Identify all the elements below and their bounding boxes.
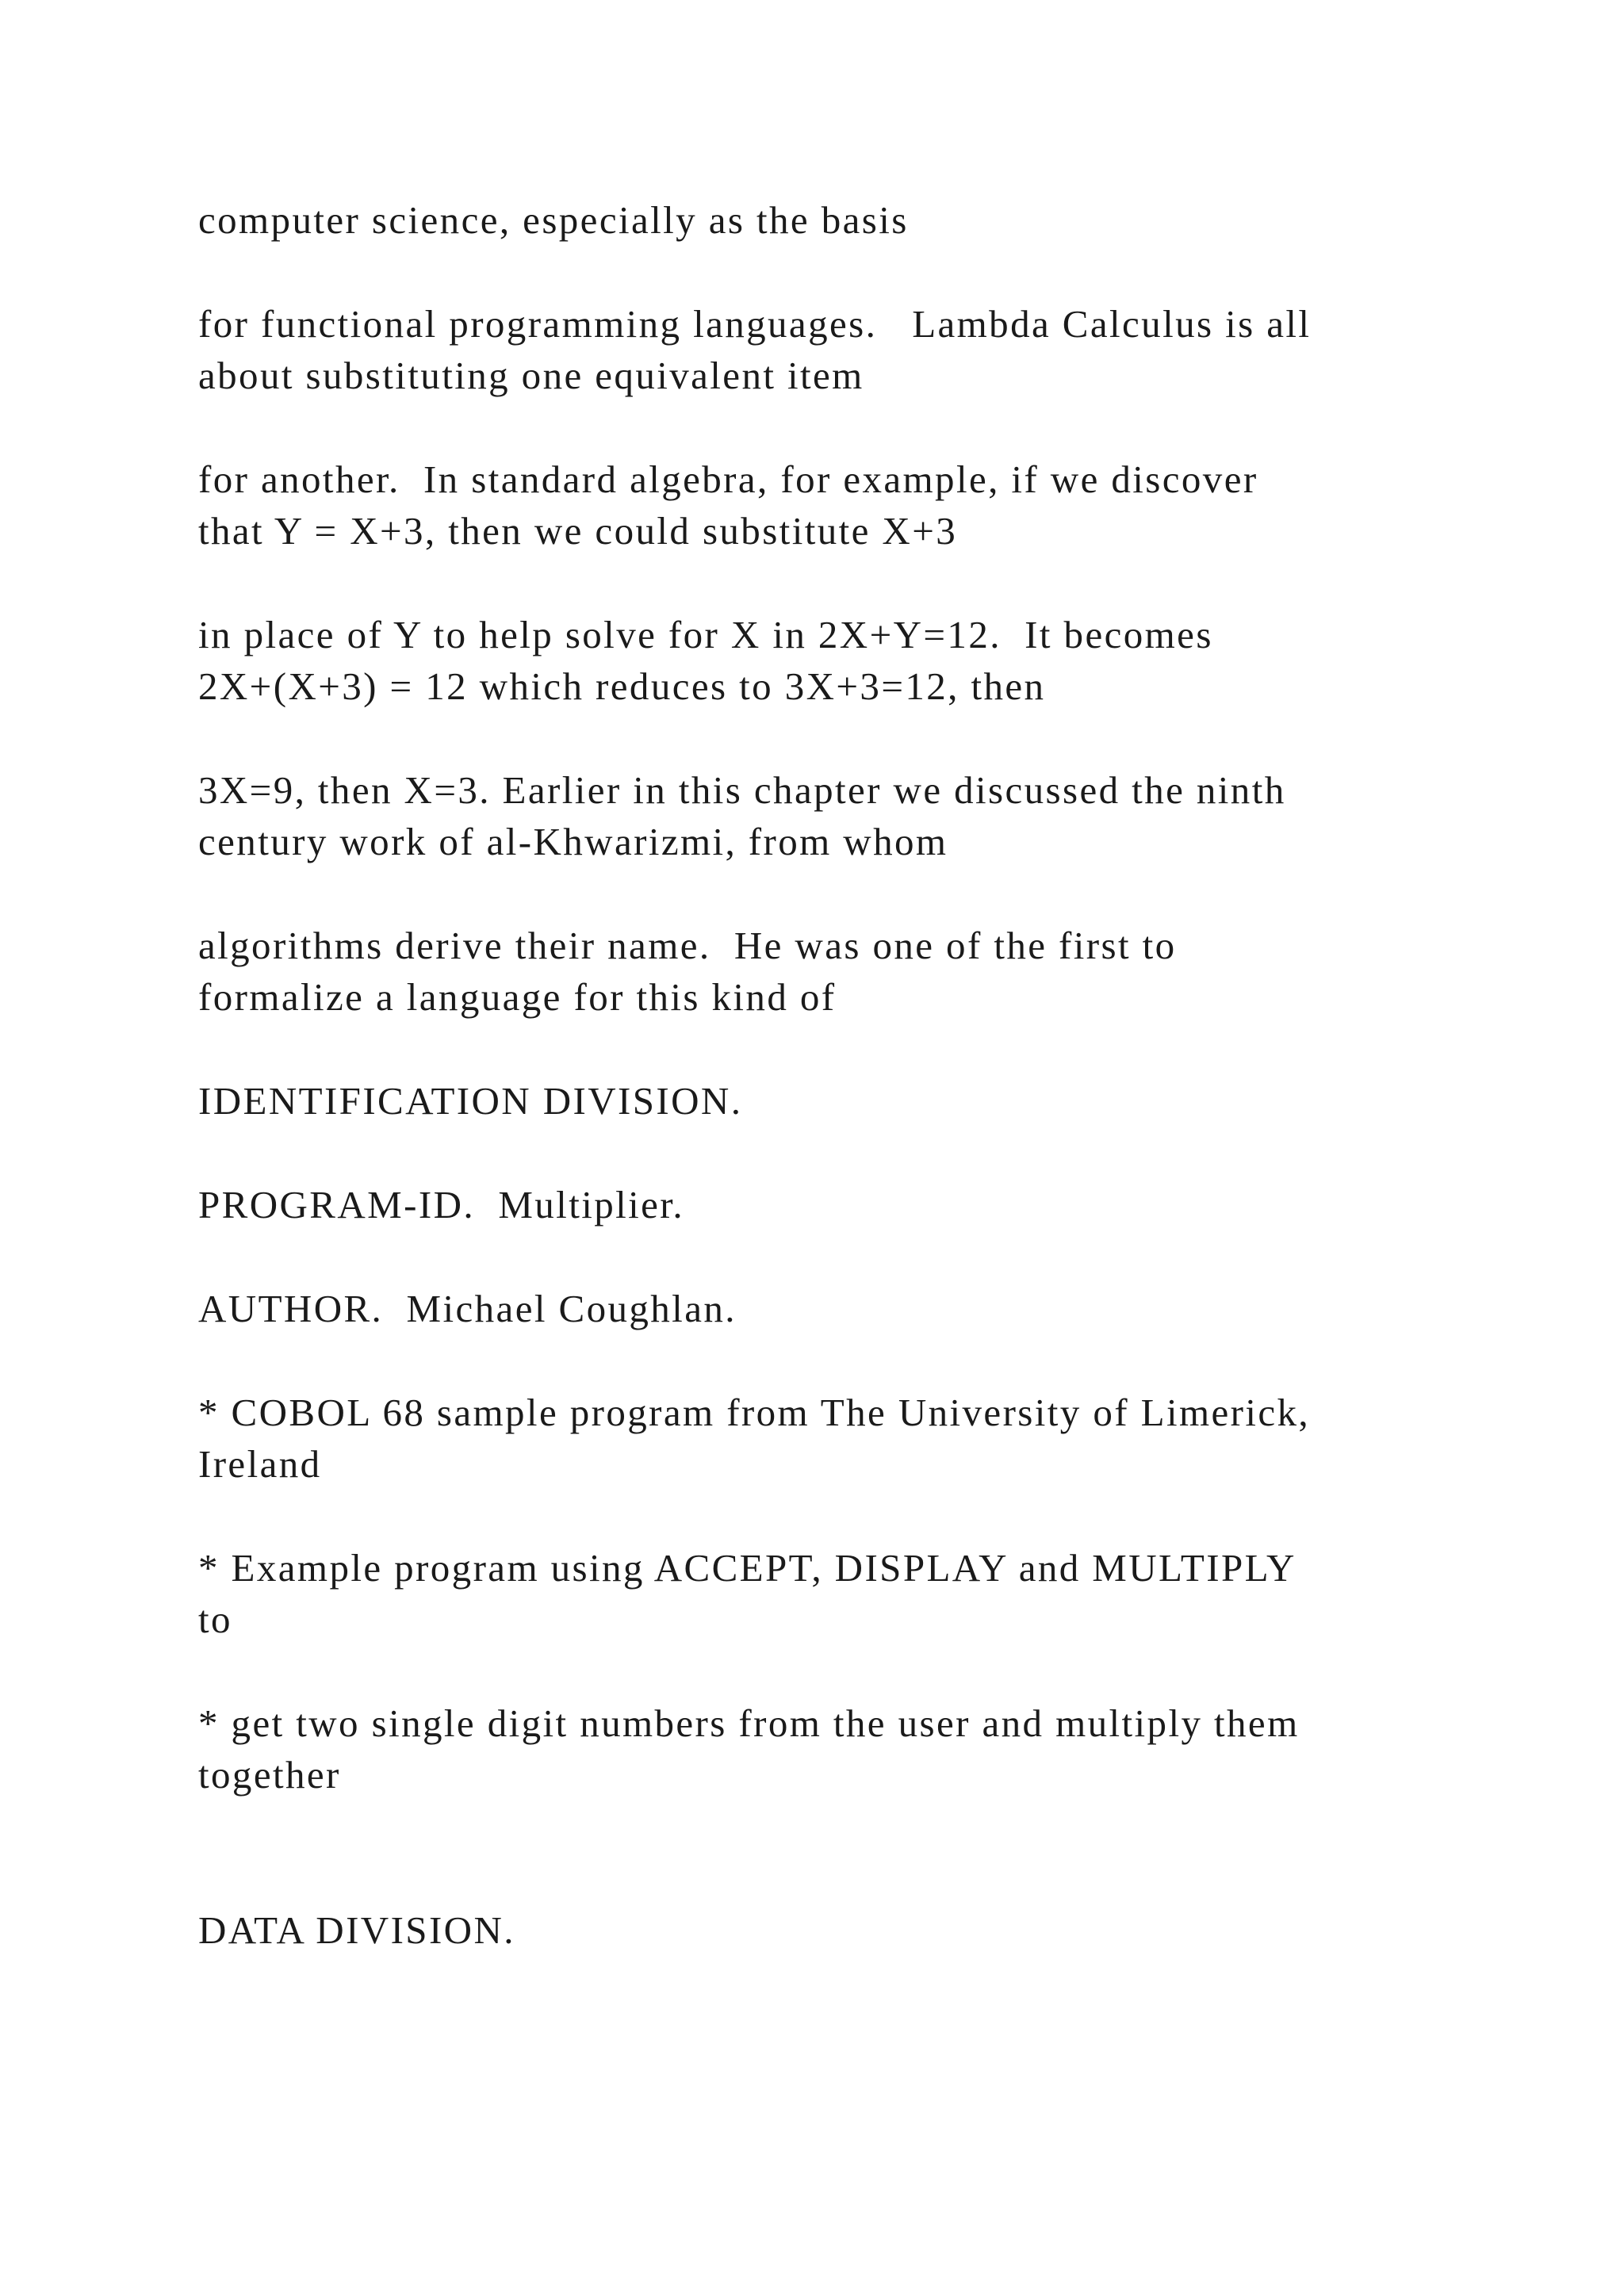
author-line: [198, 1283, 1435, 1334]
text-line: algorithms derive their name. He was one of the first to: [198, 924, 1177, 967]
text-line: DATA DIVISION.: [198, 1908, 515, 1952]
text-line: for functional programming languages. Lambda Calculus is all: [198, 302, 1312, 346]
paragraph-5: [198, 764, 1435, 867]
text-line: AUTHOR. Michael Coughlan.: [198, 1287, 737, 1330]
text-line: together: [198, 1753, 341, 1797]
paragraph-1: [198, 194, 1435, 246]
text-line: * COBOL 68 sample program from The University of Limerick,: [198, 1391, 1311, 1434]
text-line: about substituting one equivalent item: [198, 354, 864, 397]
text-line: to: [198, 1598, 232, 1641]
text-line: * get two single digit numbers from the user and multiply them: [198, 1701, 1300, 1745]
text-line: PROGRAM-ID. Multiplier.: [198, 1183, 684, 1226]
text-line: that Y = X+3, then we could substitute X+3: [198, 509, 958, 553]
text-line: formalize a language for this kind of: [198, 975, 837, 1019]
text-line: in place of Y to help solve for X in 2X+Y=12. It becomes: [198, 613, 1213, 656]
text-line: Ireland: [198, 1442, 322, 1486]
paragraph-4: [198, 609, 1435, 712]
text-line: 3X=9, then X=3. Earlier in this chapter we discussed the ninth: [198, 768, 1286, 812]
text-line: 2X+(X+3) = 12 which reduces to 3X+3=12, then: [198, 664, 1046, 708]
data-division-line: [198, 1904, 1435, 1956]
comment-line-2: [198, 1542, 1435, 1645]
text-line: century work of al-Khwarizmi, from whom: [198, 820, 948, 863]
document-body: [198, 194, 1435, 2008]
comment-line-3: [198, 1697, 1435, 1800]
text-line: for another. In standard algebra, for example, if we discover: [198, 457, 1258, 501]
paragraph-6: [198, 920, 1435, 1023]
text-line: * Example program using ACCEPT, DISPLAY and MULTIPLY: [198, 1546, 1297, 1590]
program-id-line: [198, 1179, 1435, 1230]
comment-line-1: [198, 1387, 1435, 1490]
paragraph-2: [198, 298, 1435, 401]
identification-division-line: [198, 1075, 1435, 1127]
paragraph-3: [198, 453, 1435, 557]
text-line: IDENTIFICATION DIVISION.: [198, 1079, 743, 1123]
text-line: computer science, especially as the basis: [198, 198, 909, 242]
